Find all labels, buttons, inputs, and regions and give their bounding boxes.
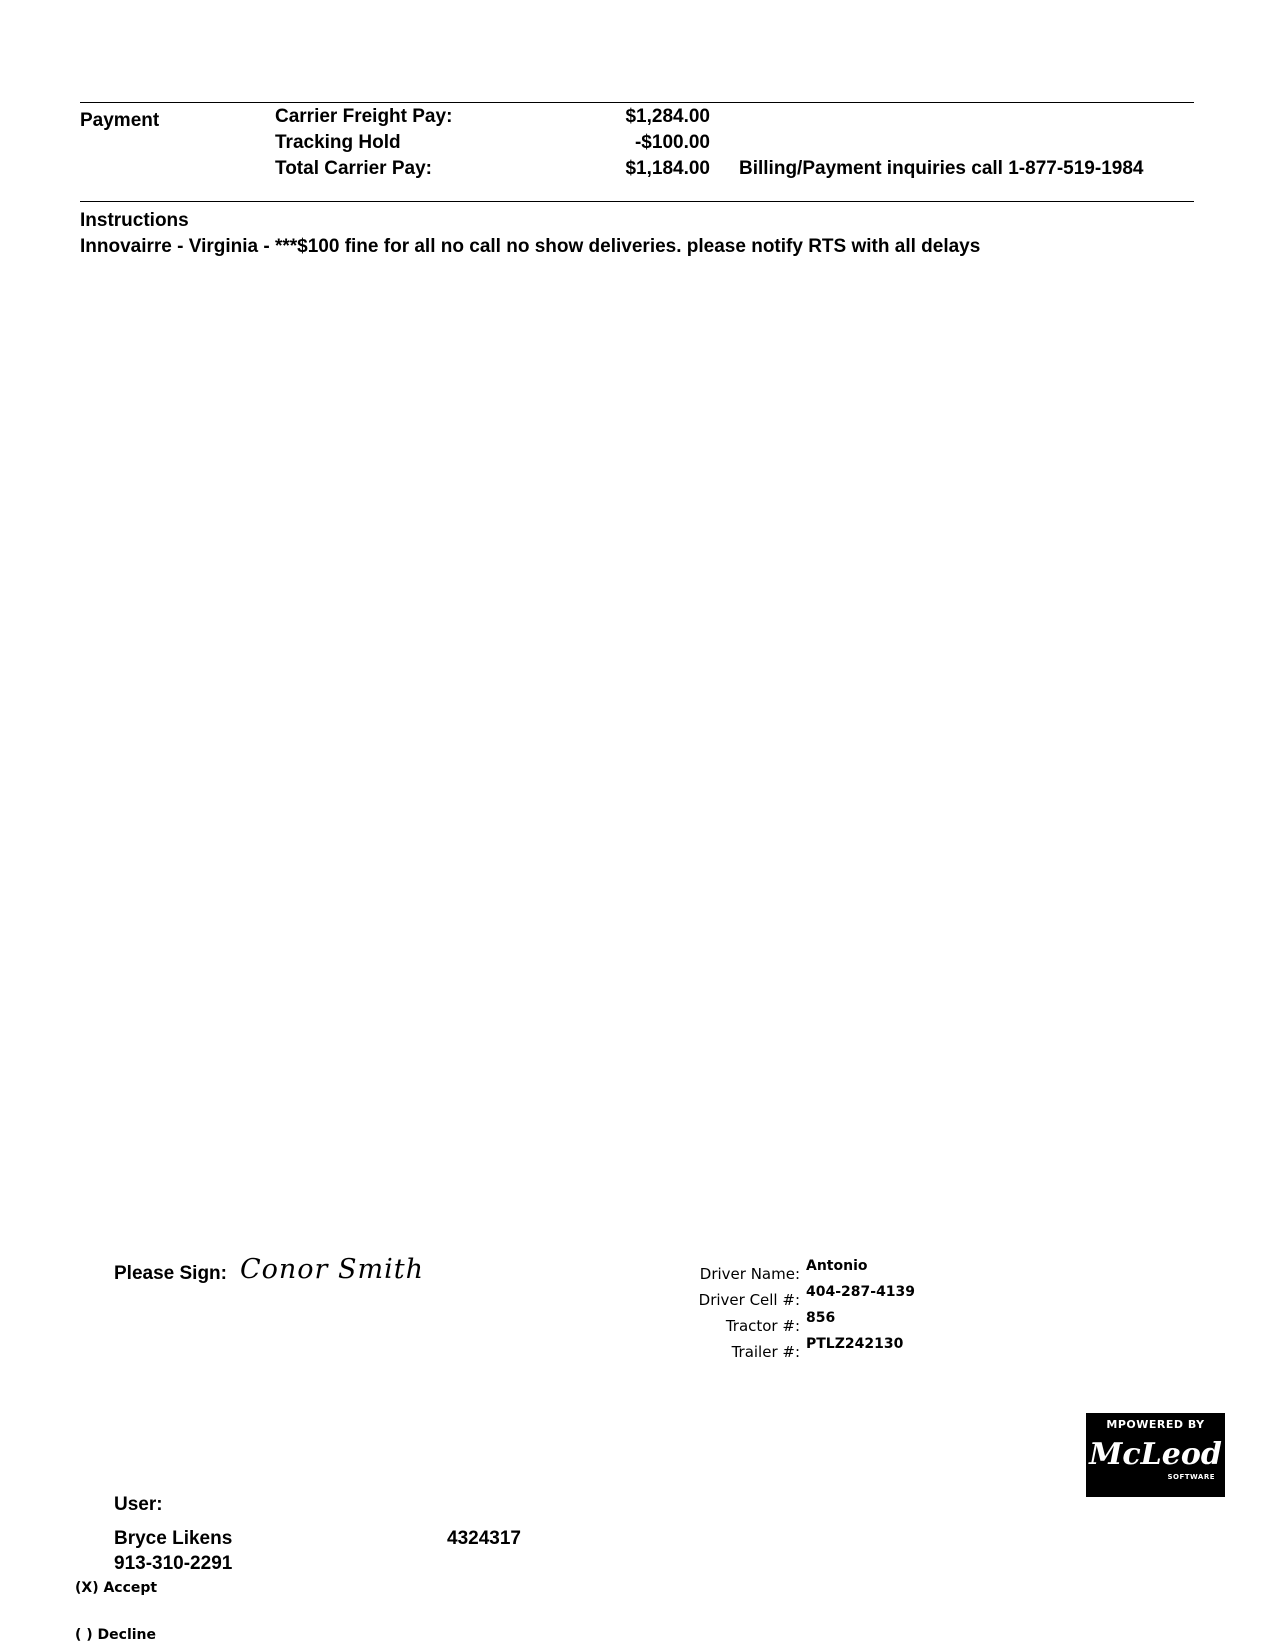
user-name: Bryce Likens bbox=[114, 1528, 233, 1549]
signature-handwritten: Conor Smith bbox=[240, 1254, 425, 1285]
top-divider bbox=[80, 102, 1194, 103]
carrier-freight-pay-label: Carrier Freight Pay: bbox=[275, 106, 453, 127]
tracking-hold-amount: -$100.00 bbox=[634, 132, 710, 153]
instructions-heading: Instructions bbox=[80, 210, 189, 231]
payment-section-label: Payment bbox=[80, 110, 160, 131]
trailer-label: Trailer #: bbox=[731, 1343, 800, 1361]
instructions-text: Innovairre - Virginia - ***$100 fine for all no call no show deliveries. please notify RTS with all delays bbox=[80, 236, 981, 257]
billing-inquiry-note: Billing/Payment inquiries call 1-877-519-1984 bbox=[739, 158, 1144, 179]
user-phone: 913-310-2291 bbox=[114, 1553, 233, 1574]
tractor-value: 856 bbox=[806, 1310, 836, 1326]
trailer-value: PTLZ242130 bbox=[806, 1336, 904, 1352]
payment-divider bbox=[80, 201, 1194, 202]
logo-sub: SOFTWARE bbox=[1167, 1473, 1215, 1481]
decline-option[interactable]: ( ) Decline bbox=[75, 1627, 157, 1643]
logo-brand: McLeod bbox=[1089, 1437, 1222, 1472]
total-carrier-pay-label: Total Carrier Pay: bbox=[275, 158, 432, 179]
tracking-hold-label: Tracking Hold bbox=[275, 132, 401, 153]
logo-top-text: MPOWERED BY bbox=[1106, 1418, 1205, 1431]
tractor-label: Tractor #: bbox=[725, 1317, 800, 1335]
total-carrier-pay-amount: $1,184.00 bbox=[625, 158, 710, 179]
accept-option[interactable]: (X) Accept bbox=[75, 1580, 158, 1596]
user-id: 4324317 bbox=[447, 1528, 521, 1549]
driver-name-label: Driver Name: bbox=[699, 1265, 800, 1283]
please-sign-label: Please Sign: bbox=[114, 1263, 227, 1284]
driver-cell-value: 404-287-4139 bbox=[806, 1284, 916, 1300]
mcleod-logo bbox=[1086, 1413, 1225, 1497]
driver-cell-label: Driver Cell #: bbox=[698, 1291, 800, 1309]
user-label: User: bbox=[114, 1494, 163, 1515]
carrier-freight-pay-amount: $1,284.00 bbox=[625, 106, 710, 127]
driver-name-value: Antonio bbox=[806, 1258, 868, 1274]
